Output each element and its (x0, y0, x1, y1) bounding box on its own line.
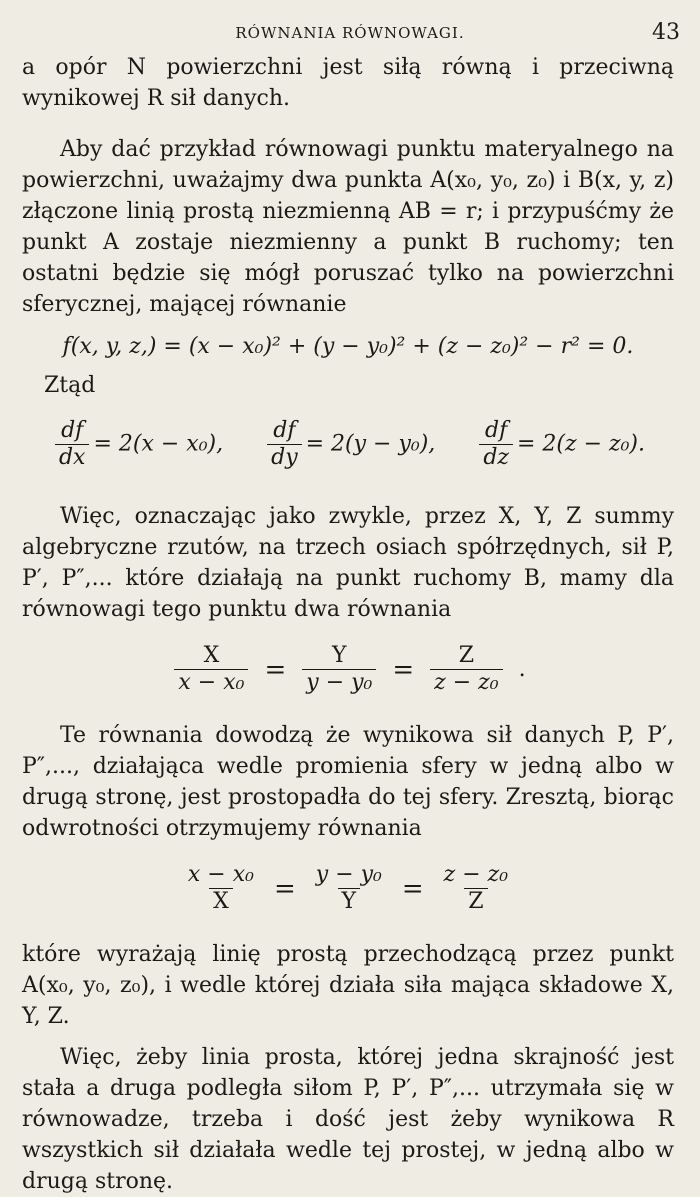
paragraph-6: Więc, żeby linia prosta, której jedna skrajność jest stała a druga podległa siłom P, P′, P″,... utrzymała się w równowadze, trzeba i dość jest żeby wynikowa R wszystkich sił działała wedle tej prostej, w jedną albo w drugą stronę. (22, 1045, 674, 1194)
eq1-num-y: Y (332, 643, 347, 668)
eq1-den-x: x − x₀ (174, 669, 248, 696)
running-title: RÓWNANIA RÓWNOWAGI. (235, 24, 465, 42)
derivative-y-rhs: = 2(y − y₀), (305, 431, 436, 457)
equals-sign: = (401, 873, 424, 904)
derivative-x-den: dx (55, 444, 90, 471)
partial-derivatives (22, 418, 674, 471)
derivative-z-num: df (485, 418, 508, 443)
page-body (22, 52, 674, 1197)
derivative-x-rhs: = 2(x − x₀), (93, 431, 224, 457)
paragraph-3: Więc, oznaczając jako zwykle, przez X, Y, Z summy algebryczne rzutów, na trzech osiach spółrzędnych, sił P, P′, P″,... które działają na punkt ruchomy B, mamy dla równowagi tego punktu dwa równania (22, 504, 674, 622)
equilibrium-equations (22, 643, 674, 696)
page-header (0, 22, 700, 52)
equals-sign: = (392, 654, 415, 685)
paragraph-1: a opór N powierzchni jest siłą równą i przeciwną wynikowej R sił danych. (22, 55, 674, 111)
equals-sign: = (264, 654, 287, 685)
eq2-num-x: x − x₀ (187, 862, 254, 887)
sphere-equation: f(x, y, z,) = (x − x₀)² + (y − y₀)² + (z − z₀)² − r² = 0. (62, 334, 634, 359)
eq2-den-z: Z (464, 888, 487, 915)
eq1-den-z: z − z₀ (430, 669, 502, 696)
page-number: 43 (652, 20, 680, 45)
derivative-y-num: df (273, 418, 296, 443)
eq2-den-y: Y (338, 888, 361, 915)
eq2-num-y: y − y₀ (315, 862, 382, 887)
eq2-den-x: X (209, 888, 233, 915)
line-equations (22, 862, 674, 915)
paragraph-4: Te równania dowodzą że wynikowa sił danych P, P′, P″,..., działająca wedle promienia sfery w jedną albo w drugą stronę, jest prostopadła do tej sfery. Zresztą, biorąc odwrotności otrzymujemy równania (22, 723, 674, 841)
paragraph-2: Aby dać przykład równowagi punktu materyalnego na powierzchni, uważajmy dwa punkta A(x₀, y₀, z₀) i B(x, y, z) złączone linią prostą niezmienną AB = r; i przypuśćmy że punkt A zostaje niezmienny a punkt B ruchomy; ten ostatni będzie się mógł poruszać tylko na powierzchni sferycznej, mającej równanie (22, 137, 674, 317)
eq1-den-y: y − y₀ (302, 669, 376, 696)
hence-label: Ztąd (44, 373, 96, 398)
derivative-y (263, 418, 435, 471)
derivative-z (475, 418, 645, 471)
eq2-num-z: z − z₀ (443, 862, 509, 887)
derivative-z-den: dz (479, 444, 513, 471)
equation-period: . (518, 657, 526, 682)
equals-sign: = (273, 873, 296, 904)
derivative-x (51, 418, 223, 471)
eq1-num-z: Z (458, 643, 475, 668)
derivative-y-den: dy (267, 444, 302, 471)
paragraph-5: które wyrażają linię prostą przechodzącą przez punkt A(x₀, y₀, z₀), i wedle której działa siła mająca składowe X, Y, Z. (22, 942, 674, 1029)
eq1-num-x: X (203, 643, 220, 668)
derivative-x-num: df (61, 418, 84, 443)
derivative-z-rhs: = 2(z − z₀). (517, 431, 646, 457)
